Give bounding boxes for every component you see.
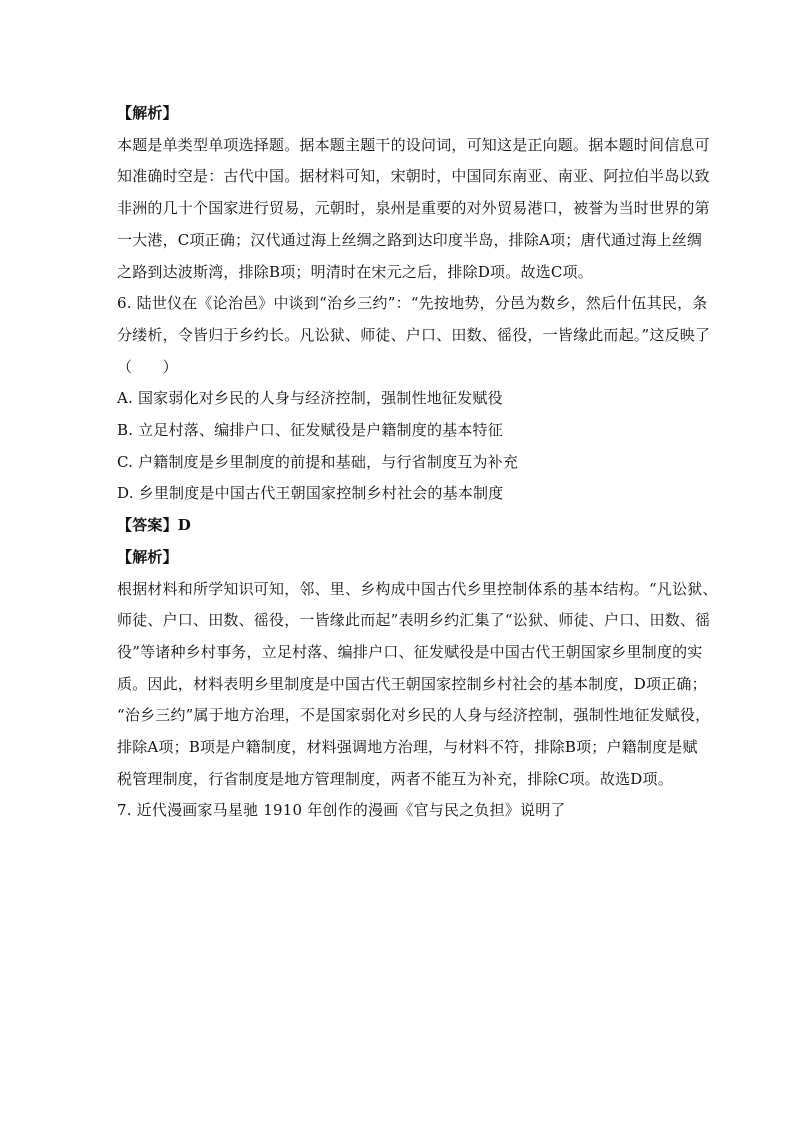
document-page	[117, 98, 718, 827]
answer-line: 【答案】D	[117, 516, 192, 535]
option-a: A. 国家弱化对乡民的人身与经济控制，强制性地征发赋役	[117, 389, 503, 408]
option-b: B. 立足村落、编排户口、征发赋役是户籍制度的基本特征	[117, 421, 503, 440]
question-7-stem: 7. 近代漫画家马星驰 1910 年创作的漫画《官与民之负担》说明了	[117, 801, 566, 820]
analysis-line: 之路到达波斯湾，排除B项；明清时在宋元之后，排除D项。故选C项。	[117, 262, 593, 281]
analysis-line: 排除A项；B项是户籍制度，材料强调地方治理，与材料不符，排除B项；户籍制度是赋	[117, 738, 698, 757]
section-heading-analysis: 【解析】	[117, 104, 178, 122]
analysis-line: 役”等诸种乡村事务，立足村落、编排户口、征发赋役是中国古代王朝国家乡里制度的实	[117, 642, 703, 661]
analysis-line: 非洲的几十个国家进行贸易，元朝时，泉州是重要的对外贸易港口，被誉为当时世界的第	[117, 199, 710, 218]
analysis-line: 知准确时空是：古代中国。据材料可知，宋朝时，中国同东南亚、南亚、阿拉伯半岛以致	[117, 167, 710, 186]
analysis-line: 质。因此，材料表明乡里制度是中国古代王朝国家控制乡村社会的基本制度，D项正确；	[117, 674, 707, 693]
analysis-line: “治乡三约”属于地方治理，不是国家弱化对乡民的人身与经济控制，强制性地征发赋役，	[117, 706, 711, 725]
analysis-line: 本题是单类型单项选择题。据本题主题干的设问词，可知这是正向题。据本题时间信息可	[117, 135, 710, 154]
analysis-line: 根据材料和所学知识可知，邻、里、乡构成中国古代乡里控制体系的基本结构。“凡讼狱、	[117, 579, 718, 598]
question-6-stem: （ ）	[117, 357, 178, 376]
analysis-line: 税管理制度，行省制度是地方管理制度，两者不能互为补充，排除C项。故选D项。	[117, 769, 673, 788]
analysis-line: 一大港，C项正确；汉代通过海上丝绸之路到达印度半岛，排除A项；唐代通过海上丝绸	[117, 230, 703, 249]
option-d: D. 乡里制度是中国古代王朝国家控制乡村社会的基本制度	[117, 484, 504, 503]
section-heading-analysis: 【解析】	[117, 547, 178, 566]
option-c: C. 户籍制度是乡里制度的前提和基础，与行省制度互为补充	[117, 452, 519, 471]
question-6-stem: 分缕析，令皆归于乡约长。凡讼狱、师徒、户口、田数、徭役，一皆缘此而起。”这反映了	[117, 325, 711, 344]
question-6-stem: 6. 陆世仪在《论治邑》中谈到“治乡三约”：“先按地势，分邑为数乡，然后什伍其民，条	[117, 294, 708, 313]
analysis-line: 师徒、户口、田数、徭役，一皆缘此而起”表明乡约汇集了“讼狱、师徒、户口、田数、徭	[117, 611, 711, 630]
